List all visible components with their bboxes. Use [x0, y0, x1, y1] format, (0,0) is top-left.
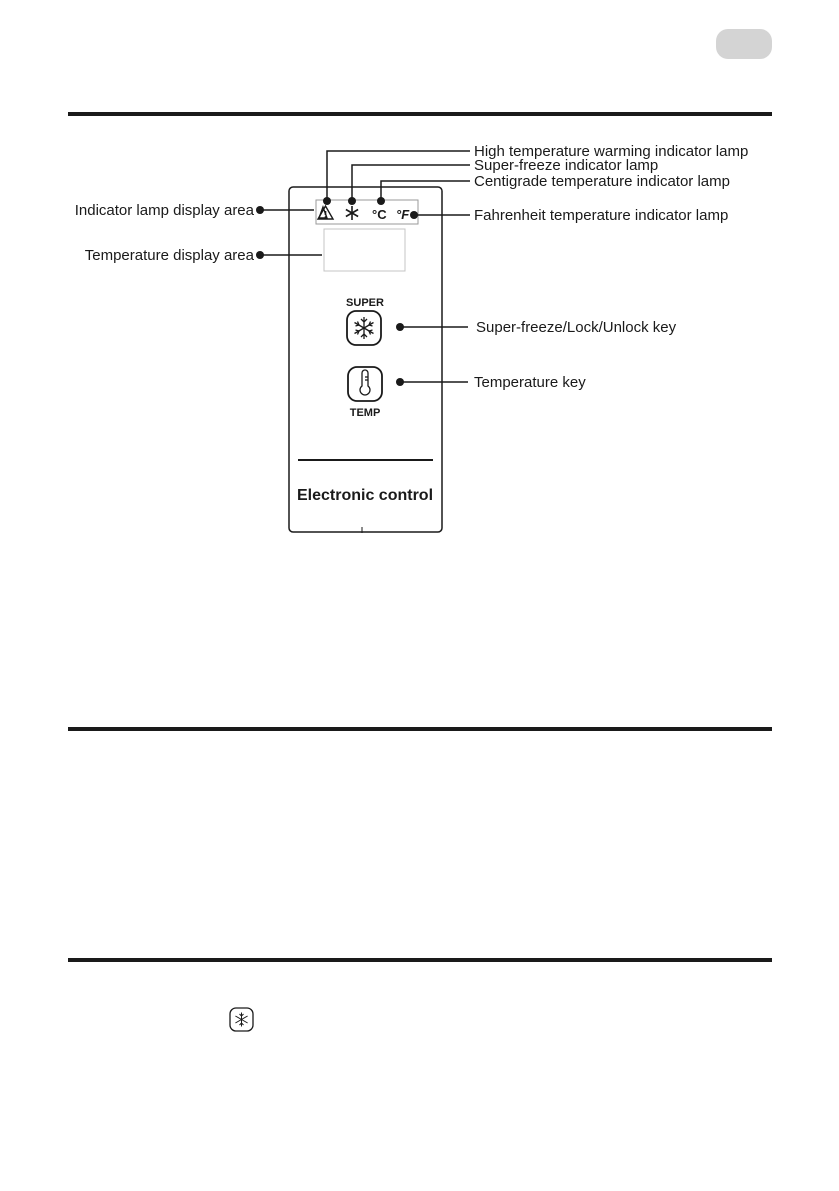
super-key-label: SUPER [346, 297, 384, 309]
callout-indicator-lamp-area: Indicator lamp display area [74, 202, 254, 219]
electronic-control-label: Electronic control [296, 487, 434, 504]
section-rule-bottom [68, 958, 772, 962]
temp-key-label: TEMP [349, 407, 381, 419]
callout-high-temperature-lamp: High temperature warming indicator lamp [474, 143, 749, 160]
callout-super-freeze-key: Super-freeze/Lock/Unlock key [476, 319, 677, 336]
callout-temperature-key: Temperature key [474, 374, 586, 391]
callout-temperature-display-area: Temperature display area [84, 247, 254, 264]
callout-fahrenheit-lamp: Fahrenheit temperature indicator lamp [474, 207, 729, 224]
fahrenheit-symbol: °F [396, 207, 410, 222]
warning-icon [318, 206, 333, 219]
control-panel-outline [289, 187, 442, 532]
section-rule-middle [68, 727, 772, 731]
callout-super-freeze-lamp: Super-freeze indicator lamp [474, 157, 659, 174]
super-freeze-key-inline-icon [229, 1007, 254, 1032]
temperature-key[interactable] [348, 367, 382, 401]
snowflake-icon [346, 206, 358, 220]
celsius-symbol: °C [372, 207, 387, 222]
callout-centigrade-lamp: Centigrade temperature indicator lamp [474, 173, 730, 190]
temperature-display-box [324, 229, 405, 271]
